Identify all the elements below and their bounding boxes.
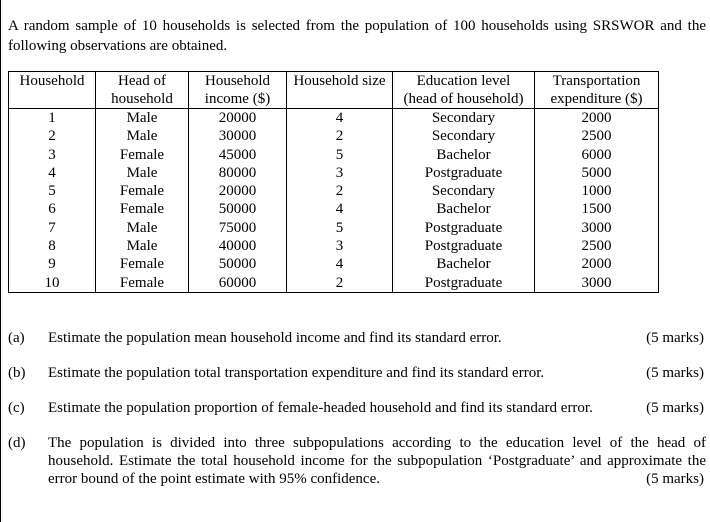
cell-household: 6 — [9, 200, 96, 218]
question-label: (a) — [8, 330, 25, 346]
cell-size: 2 — [287, 274, 393, 293]
cell-size: 2 — [287, 182, 393, 200]
cell-head-of-household: Male — [96, 109, 189, 128]
table-row — [9, 237, 659, 255]
cell-size: 4 — [287, 200, 393, 218]
table-row — [9, 109, 659, 128]
cell-education: Postgraduate — [393, 164, 535, 182]
cell-education: Secondary — [393, 109, 535, 128]
cell-education: Bachelor — [393, 200, 535, 218]
cell-education: Postgraduate — [393, 219, 535, 237]
question-text: Estimate the population mean household income and find its standard error. — [48, 330, 502, 346]
cell-income: 30000 — [189, 127, 287, 145]
cell-transport: 1000 — [535, 182, 659, 200]
cell-head-of-household: Male — [96, 219, 189, 237]
cell-income: 40000 — [189, 237, 287, 255]
cell-income: 60000 — [189, 274, 287, 293]
cell-size: 3 — [287, 237, 393, 255]
cell-education: Postgraduate — [393, 274, 535, 293]
cell-head-of-household: Female — [96, 182, 189, 200]
cell-income: 75000 — [189, 219, 287, 237]
cell-head-of-household: Male — [96, 127, 189, 145]
cell-household: 10 — [9, 274, 96, 293]
table-row — [9, 200, 659, 218]
cell-transport: 2500 — [535, 127, 659, 145]
question-marks: (5 marks) — [646, 330, 704, 346]
question-label: (d) — [8, 435, 26, 451]
question-text: Estimate the population proportion of female-headed household and find its standard error. — [48, 400, 593, 416]
header-household-size: Household size — [287, 72, 393, 109]
table-row — [9, 146, 659, 164]
cell-income: 20000 — [189, 182, 287, 200]
header-transportation-expenditure: Transportation expenditure ($) — [535, 72, 659, 109]
cell-head-of-household: Male — [96, 237, 189, 255]
cell-size: 4 — [287, 109, 393, 128]
cell-household: 2 — [9, 127, 96, 145]
cell-transport: 3000 — [535, 274, 659, 293]
cell-size: 5 — [287, 146, 393, 164]
cell-head-of-household: Female — [96, 146, 189, 164]
header-head-of-household: Head of household — [96, 72, 189, 109]
cell-household: 5 — [9, 182, 96, 200]
cell-education: Postgraduate — [393, 237, 535, 255]
cell-household: 4 — [9, 164, 96, 182]
cell-head-of-household: Female — [96, 200, 189, 218]
page-left-border — [0, 0, 1, 522]
cell-size: 2 — [287, 127, 393, 145]
header-household-income: Household income ($) — [189, 72, 287, 109]
cell-education: Secondary — [393, 127, 535, 145]
cell-income: 45000 — [189, 146, 287, 164]
question-marks: (5 marks) — [646, 365, 704, 381]
cell-transport: 1500 — [535, 200, 659, 218]
cell-size: 3 — [287, 164, 393, 182]
question-label: (c) — [8, 400, 25, 416]
cell-income: 50000 — [189, 255, 287, 273]
cell-head-of-household: Female — [96, 255, 189, 273]
intro-paragraph: A random sample of 10 households is selected from the population of 100 households using SRSWOR and the following observations are obtained. — [8, 18, 706, 54]
cell-transport: 2000 — [535, 255, 659, 273]
cell-household: 7 — [9, 219, 96, 237]
table-header-row — [9, 72, 659, 109]
question-text: Estimate the population total transportation expenditure and find its standard error. — [48, 365, 545, 381]
cell-income: 20000 — [189, 109, 287, 128]
question-text: The population is divided into three subpopulations according to the education level of the head of household. Estimate the total household income for the subpopulation ‘Postgraduate’ and approximate the error bound of the point estimate with 95% confidence. — [48, 435, 706, 487]
cell-head-of-household: Female — [96, 274, 189, 293]
table-row — [9, 255, 659, 273]
cell-transport: 2000 — [535, 109, 659, 128]
cell-transport: 5000 — [535, 164, 659, 182]
household-table — [8, 71, 659, 293]
cell-household: 9 — [9, 255, 96, 273]
cell-income: 80000 — [189, 164, 287, 182]
table-row — [9, 164, 659, 182]
cell-size: 4 — [287, 255, 393, 273]
cell-transport: 2500 — [535, 237, 659, 255]
table-row — [9, 127, 659, 145]
table-row — [9, 274, 659, 293]
question-marks: (5 marks) — [646, 471, 704, 487]
cell-transport: 6000 — [535, 146, 659, 164]
cell-household: 1 — [9, 109, 96, 128]
cell-education: Bachelor — [393, 255, 535, 273]
cell-income: 50000 — [189, 200, 287, 218]
cell-size: 5 — [287, 219, 393, 237]
cell-education: Secondary — [393, 182, 535, 200]
table-row — [9, 182, 659, 200]
cell-head-of-household: Male — [96, 164, 189, 182]
question-label: (b) — [8, 365, 26, 381]
cell-transport: 3000 — [535, 219, 659, 237]
cell-household: 8 — [9, 237, 96, 255]
header-household: Household — [9, 72, 96, 109]
question-marks: (5 marks) — [646, 400, 704, 416]
cell-household: 3 — [9, 146, 96, 164]
header-education-level: Education level (head of household) — [393, 72, 535, 109]
table-row — [9, 219, 659, 237]
cell-education: Bachelor — [393, 146, 535, 164]
